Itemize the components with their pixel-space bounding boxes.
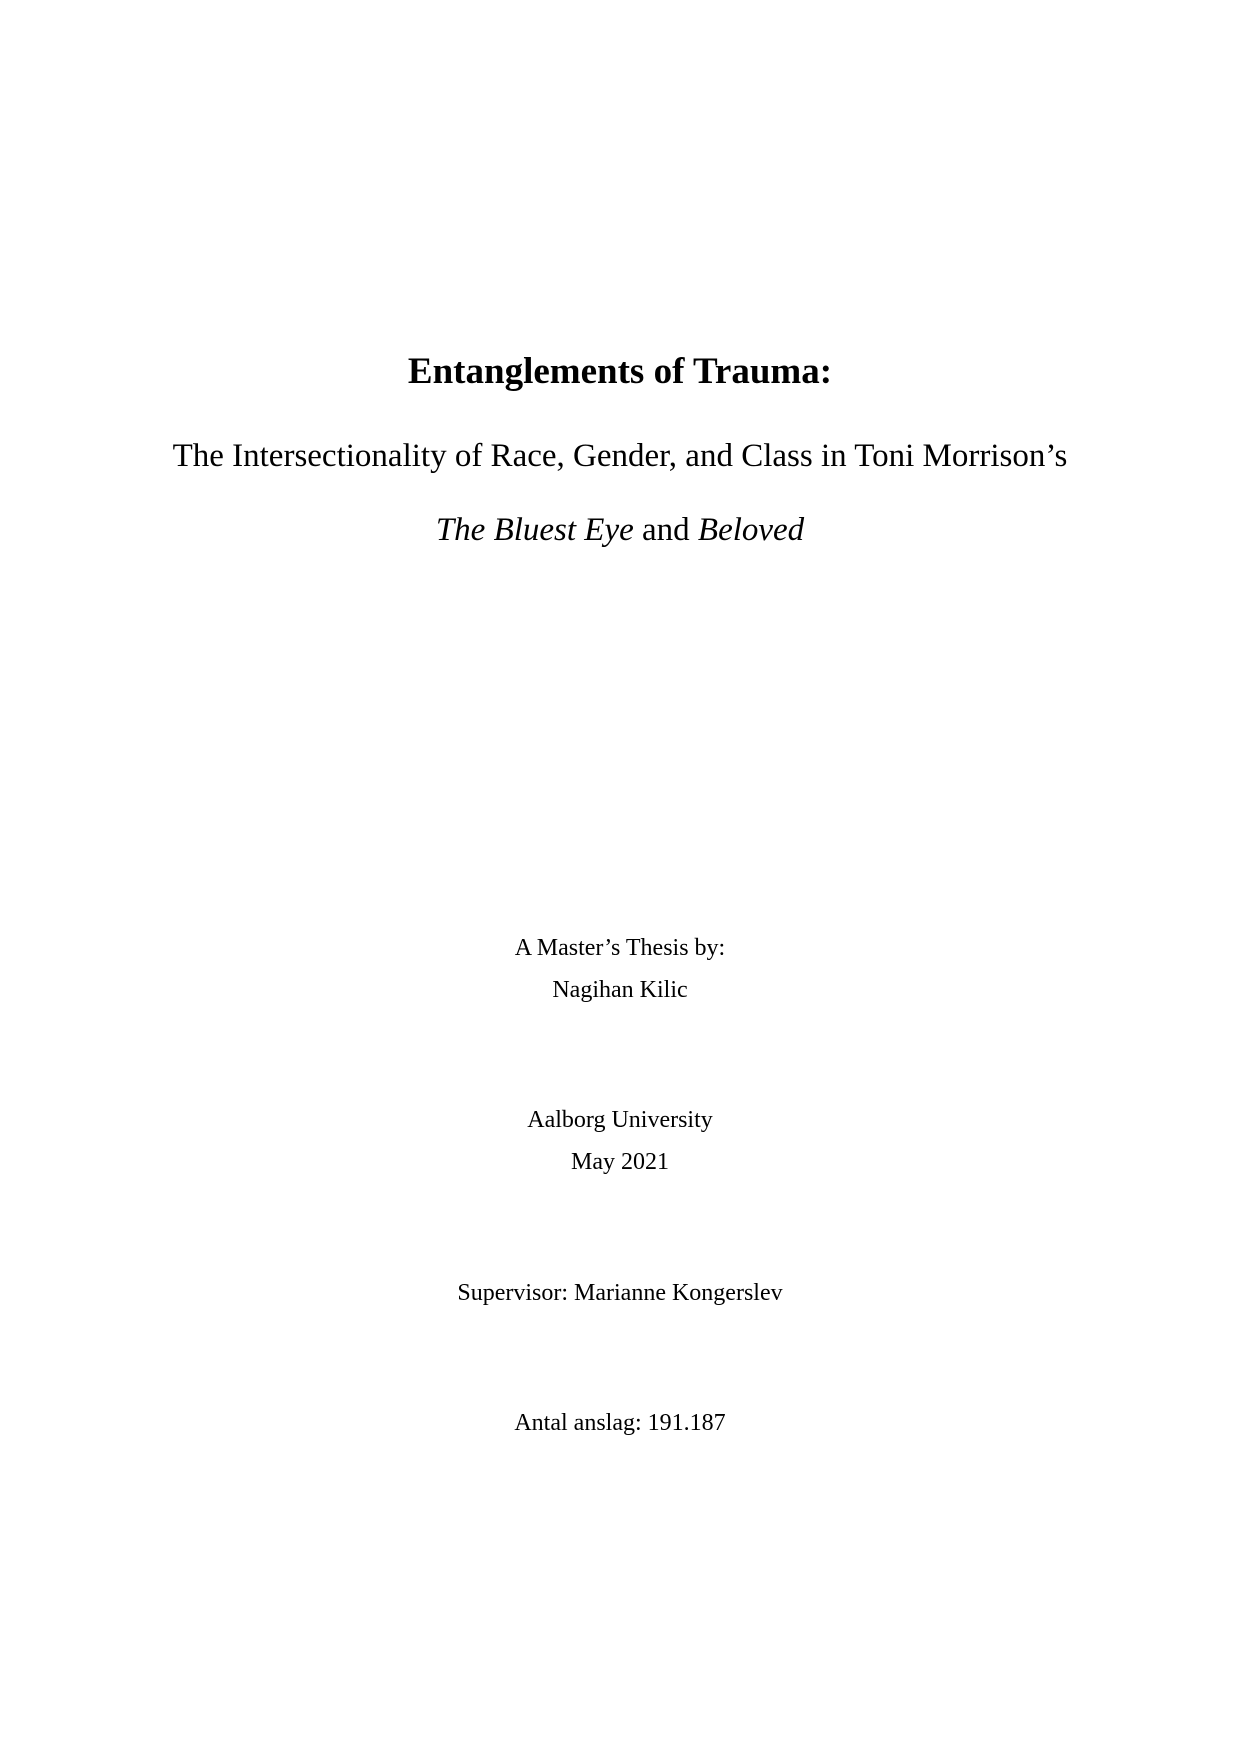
work-title-first: The Bluest Eye: [435, 512, 634, 548]
work-title-second: Beloved: [697, 512, 805, 548]
thesis-title: Entanglements of Trauma:: [407, 351, 833, 392]
university-name: Aalborg University: [527, 1107, 713, 1133]
thesis-subtitle: The Intersectionality of Race, Gender, and Class in Toni Morrison’s: [172, 438, 1068, 474]
author-name: Nagihan Kilic: [552, 977, 688, 1003]
supervisor-line: Supervisor: Marianne Kongerslev: [457, 1280, 783, 1306]
works-conjunction: and: [642, 512, 690, 548]
thesis-works-line: [0, 514, 1240, 547]
character-count: Antal anslag: 191.187: [514, 1410, 726, 1436]
submission-date: May 2021: [571, 1149, 669, 1175]
thesis-by-label: A Master’s Thesis by:: [514, 935, 726, 961]
